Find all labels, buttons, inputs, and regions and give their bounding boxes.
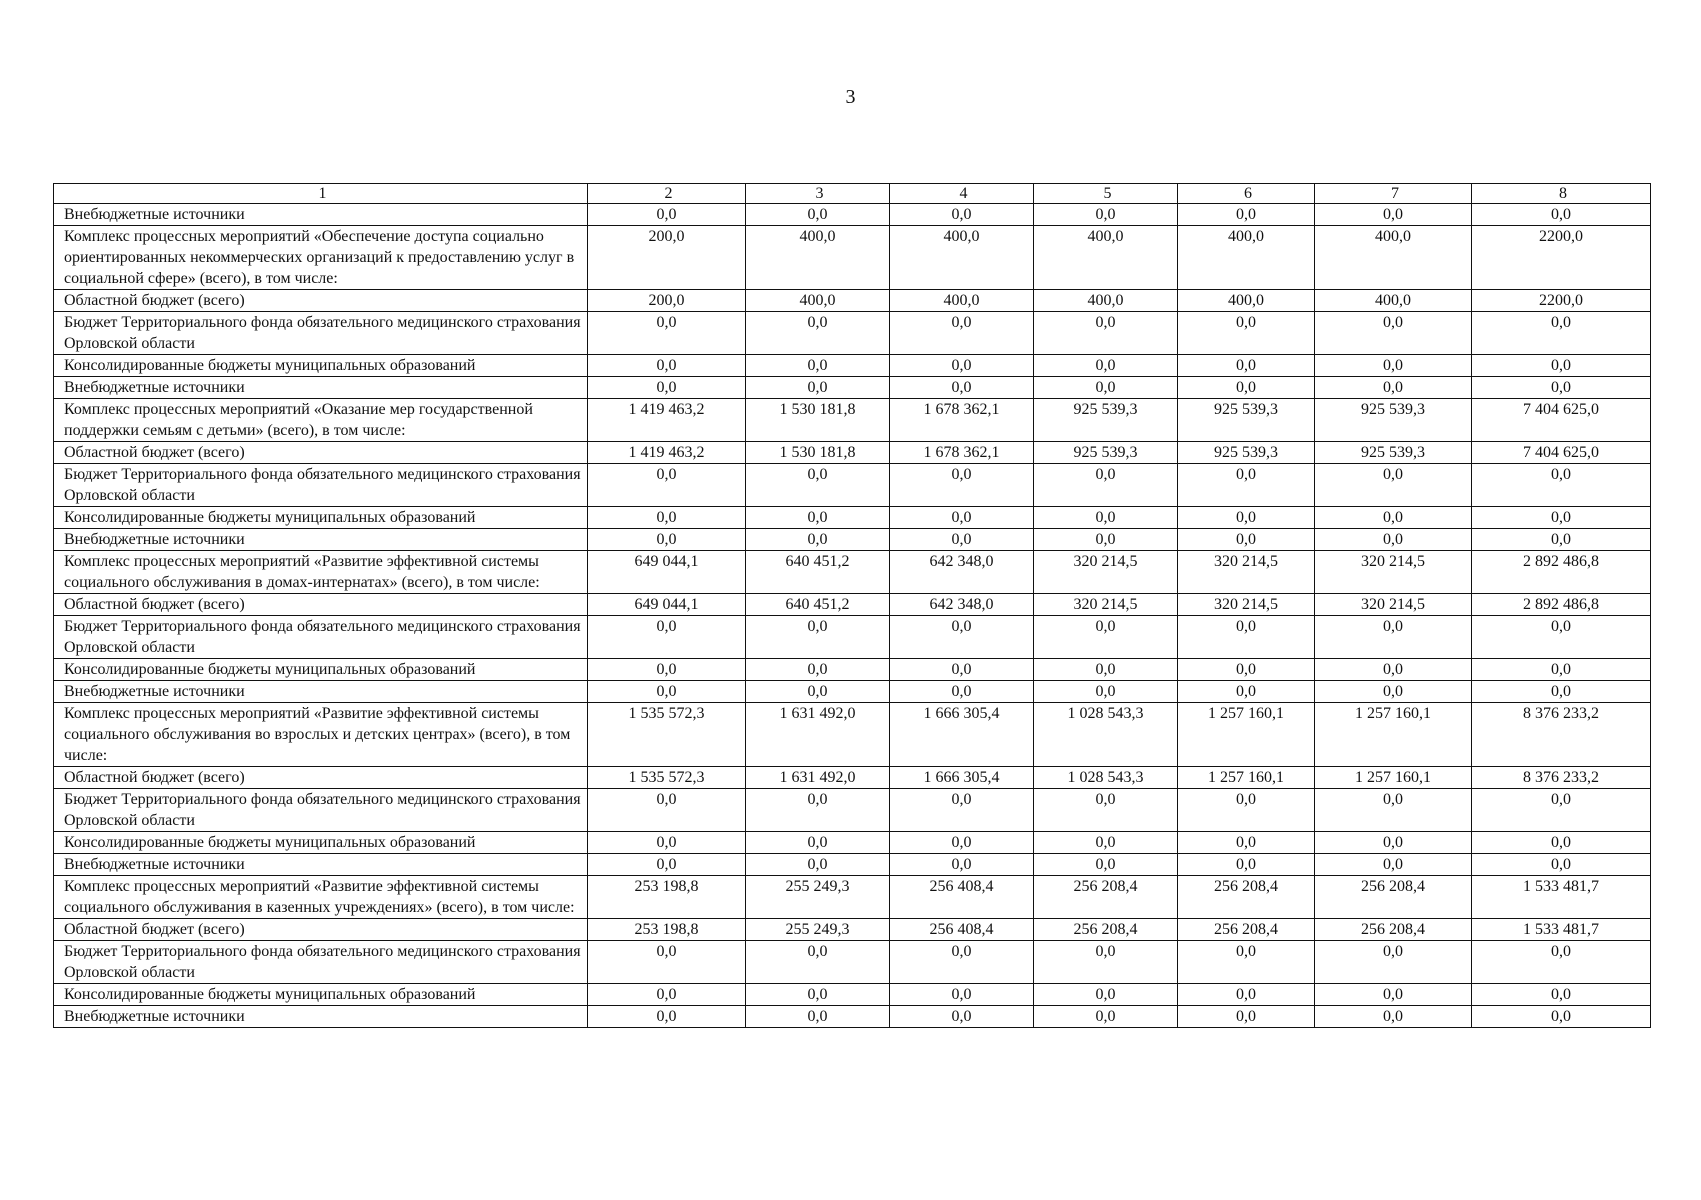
amount-cell: 1 535 572,3 [588,767,746,789]
column-number-cell: 1 [54,184,588,204]
column-number-cell: 2 [588,184,746,204]
funding-source-label: Бюджет Территориального фонда обязательного медицинского страхования Орловской области [54,616,588,659]
amount-cell: 925 539,3 [1315,399,1472,442]
amount-cell: 0,0 [746,312,890,355]
amount-cell: 400,0 [1178,226,1315,290]
amount-cell: 1 257 160,1 [1315,703,1472,767]
amount-cell: 0,0 [746,529,890,551]
amount-cell: 0,0 [1472,355,1651,377]
amount-cell: 0,0 [746,984,890,1006]
table-row [54,832,1651,854]
funding-source-label: Бюджет Территориального фонда обязательного медицинского страхования Орловской области [54,941,588,984]
amount-cell: 0,0 [588,854,746,876]
table-row [54,507,1651,529]
amount-cell: 0,0 [1178,377,1315,399]
table-header-row [54,184,1651,204]
amount-cell: 255 249,3 [746,876,890,919]
amount-cell: 0,0 [1315,681,1472,703]
amount-cell: 0,0 [890,1006,1034,1028]
amount-cell: 0,0 [1315,204,1472,226]
amount-cell: 0,0 [1315,984,1472,1006]
amount-cell: 1 535 572,3 [588,703,746,767]
amount-cell: 400,0 [890,290,1034,312]
funding-source-label: Областной бюджет (всего) [54,919,588,941]
funding-source-label: Бюджет Территориального фонда обязательного медицинского страхования Орловской области [54,789,588,832]
table-row [54,1006,1651,1028]
amount-cell: 642 348,0 [890,594,1034,616]
amount-cell: 0,0 [588,204,746,226]
table-row [54,984,1651,1006]
amount-cell: 1 631 492,0 [746,767,890,789]
amount-cell: 0,0 [1472,681,1651,703]
amount-cell: 0,0 [1034,464,1178,507]
funding-source-label: Консолидированные бюджеты муниципальных образований [54,984,588,1006]
amount-cell: 0,0 [890,377,1034,399]
table-row [54,226,1651,290]
table-row [54,876,1651,919]
amount-cell: 400,0 [746,226,890,290]
table-row [54,355,1651,377]
amount-cell: 0,0 [1315,832,1472,854]
amount-cell: 0,0 [1178,507,1315,529]
amount-cell: 0,0 [1315,355,1472,377]
table-row [54,659,1651,681]
amount-cell: 0,0 [588,377,746,399]
amount-cell: 0,0 [746,681,890,703]
amount-cell: 0,0 [1315,616,1472,659]
funding-source-label: Комплекс процессных мероприятий «Развитие эффективной системы социального обслуживания в казенных учреждениях» (всего), в том числе: [54,876,588,919]
amount-cell: 925 539,3 [1315,442,1472,464]
amount-cell: 0,0 [746,204,890,226]
amount-cell: 0,0 [1034,659,1178,681]
amount-cell: 200,0 [588,226,746,290]
amount-cell: 1 257 160,1 [1178,703,1315,767]
amount-cell: 0,0 [1178,984,1315,1006]
amount-cell: 0,0 [1178,204,1315,226]
funding-source-label: Бюджет Территориального фонда обязательного медицинского страхования Орловской области [54,464,588,507]
funding-source-label: Областной бюджет (всего) [54,767,588,789]
funding-source-label: Внебюджетные источники [54,529,588,551]
table-row [54,399,1651,442]
amount-cell: 0,0 [1034,681,1178,703]
amount-cell: 0,0 [1178,681,1315,703]
amount-cell: 925 539,3 [1178,442,1315,464]
amount-cell: 642 348,0 [890,551,1034,594]
amount-cell: 0,0 [588,464,746,507]
amount-cell: 400,0 [1034,226,1178,290]
funding-source-label: Комплекс процессных мероприятий «Оказание мер государственной поддержки семьям с детьми» (всего), в том числе: [54,399,588,442]
amount-cell: 320 214,5 [1034,551,1178,594]
column-number-cell: 6 [1178,184,1315,204]
funding-source-label: Консолидированные бюджеты муниципальных образований [54,659,588,681]
amount-cell: 0,0 [890,529,1034,551]
amount-cell: 0,0 [588,507,746,529]
amount-cell: 0,0 [890,464,1034,507]
amount-cell: 0,0 [1034,616,1178,659]
amount-cell: 0,0 [1178,941,1315,984]
funding-source-label: Внебюджетные источники [54,681,588,703]
amount-cell: 0,0 [746,355,890,377]
column-number-cell: 5 [1034,184,1178,204]
amount-cell: 0,0 [1034,377,1178,399]
amount-cell: 0,0 [588,616,746,659]
amount-cell: 0,0 [1178,789,1315,832]
amount-cell: 0,0 [1315,789,1472,832]
amount-cell: 0,0 [1472,854,1651,876]
amount-cell: 0,0 [1178,464,1315,507]
table-row [54,442,1651,464]
amount-cell: 0,0 [890,616,1034,659]
amount-cell: 1 666 305,4 [890,703,1034,767]
amount-cell: 1 257 160,1 [1315,767,1472,789]
amount-cell: 255 249,3 [746,919,890,941]
amount-cell: 0,0 [1034,1006,1178,1028]
amount-cell: 0,0 [588,681,746,703]
amount-cell: 1 257 160,1 [1178,767,1315,789]
amount-cell: 0,0 [890,659,1034,681]
amount-cell: 256 208,4 [1178,919,1315,941]
funding-source-label: Консолидированные бюджеты муниципальных образований [54,355,588,377]
table-row [54,551,1651,594]
amount-cell: 0,0 [1034,984,1178,1006]
amount-cell: 0,0 [1472,832,1651,854]
amount-cell: 0,0 [1472,1006,1651,1028]
amount-cell: 1 419 463,2 [588,442,746,464]
column-number-cell: 3 [746,184,890,204]
table-row [54,703,1651,767]
amount-cell: 0,0 [588,529,746,551]
table-row [54,854,1651,876]
amount-cell: 0,0 [1178,616,1315,659]
amount-cell: 1 530 181,8 [746,399,890,442]
amount-cell: 925 539,3 [1034,442,1178,464]
amount-cell: 2200,0 [1472,226,1651,290]
amount-cell: 256 208,4 [1178,876,1315,919]
amount-cell: 0,0 [890,507,1034,529]
amount-cell: 400,0 [1178,290,1315,312]
amount-cell: 0,0 [890,941,1034,984]
amount-cell: 0,0 [1315,941,1472,984]
amount-cell: 0,0 [588,941,746,984]
amount-cell: 256 208,4 [1034,876,1178,919]
amount-cell: 0,0 [1472,507,1651,529]
amount-cell: 0,0 [1315,507,1472,529]
amount-cell: 0,0 [1472,984,1651,1006]
amount-cell: 0,0 [1034,507,1178,529]
funding-source-label: Консолидированные бюджеты муниципальных образований [54,832,588,854]
amount-cell: 400,0 [1315,226,1472,290]
amount-cell: 0,0 [746,377,890,399]
funding-source-label: Внебюджетные источники [54,377,588,399]
amount-cell: 320 214,5 [1315,551,1472,594]
amount-cell: 256 408,4 [890,876,1034,919]
amount-cell: 640 451,2 [746,551,890,594]
amount-cell: 256 208,4 [1034,919,1178,941]
funding-source-label: Консолидированные бюджеты муниципальных образований [54,507,588,529]
amount-cell: 0,0 [746,464,890,507]
amount-cell: 256 208,4 [1315,876,1472,919]
amount-cell: 0,0 [890,204,1034,226]
funding-source-label: Бюджет Территориального фонда обязательного медицинского страхования Орловской области [54,312,588,355]
amount-cell: 0,0 [1472,204,1651,226]
amount-cell: 400,0 [746,290,890,312]
amount-cell: 0,0 [1178,659,1315,681]
amount-cell: 0,0 [588,984,746,1006]
amount-cell: 0,0 [1472,377,1651,399]
funding-source-label: Областной бюджет (всего) [54,290,588,312]
amount-cell: 2 892 486,8 [1472,594,1651,616]
amount-cell: 1 028 543,3 [1034,703,1178,767]
amount-cell: 0,0 [588,312,746,355]
amount-cell: 640 451,2 [746,594,890,616]
amount-cell: 0,0 [1472,529,1651,551]
amount-cell: 0,0 [1178,312,1315,355]
amount-cell: 0,0 [746,1006,890,1028]
funding-source-label: Внебюджетные источники [54,854,588,876]
amount-cell: 0,0 [1034,941,1178,984]
amount-cell: 0,0 [890,832,1034,854]
table-row [54,464,1651,507]
amount-cell: 0,0 [1472,941,1651,984]
table-row [54,290,1651,312]
amount-cell: 0,0 [1178,832,1315,854]
amount-cell: 0,0 [890,984,1034,1006]
amount-cell: 400,0 [890,226,1034,290]
amount-cell: 256 408,4 [890,919,1034,941]
amount-cell: 0,0 [1315,464,1472,507]
amount-cell: 1 631 492,0 [746,703,890,767]
amount-cell: 320 214,5 [1178,594,1315,616]
amount-cell: 0,0 [1034,832,1178,854]
amount-cell: 0,0 [1472,464,1651,507]
table-row [54,681,1651,703]
amount-cell: 256 208,4 [1315,919,1472,941]
amount-cell: 0,0 [588,789,746,832]
amount-cell: 0,0 [1315,854,1472,876]
amount-cell: 0,0 [746,507,890,529]
amount-cell: 0,0 [890,681,1034,703]
amount-cell: 320 214,5 [1315,594,1472,616]
amount-cell: 0,0 [746,854,890,876]
table-row [54,312,1651,355]
amount-cell: 2 892 486,8 [1472,551,1651,594]
amount-cell: 0,0 [746,941,890,984]
column-number-cell: 4 [890,184,1034,204]
amount-cell: 253 198,8 [588,919,746,941]
amount-cell: 400,0 [1315,290,1472,312]
funding-source-label: Комплекс процессных мероприятий «Развитие эффективной системы социального обслуживания во взрослых и детских центрах» (всего), в том числе: [54,703,588,767]
amount-cell: 0,0 [746,659,890,681]
amount-cell: 8 376 233,2 [1472,703,1651,767]
funding-source-label: Внебюджетные источники [54,1006,588,1028]
amount-cell: 7 404 625,0 [1472,442,1651,464]
funding-source-label: Областной бюджет (всего) [54,442,588,464]
page-number: 3 [845,86,856,108]
table-row [54,919,1651,941]
amount-cell: 1 533 481,7 [1472,919,1651,941]
table-row [54,204,1651,226]
amount-cell: 253 198,8 [588,876,746,919]
amount-cell: 200,0 [588,290,746,312]
column-number-cell: 8 [1472,184,1651,204]
amount-cell: 0,0 [1034,312,1178,355]
amount-cell: 400,0 [1034,290,1178,312]
table-row [54,767,1651,789]
amount-cell: 0,0 [1472,312,1651,355]
amount-cell: 0,0 [1315,377,1472,399]
funding-source-label: Областной бюджет (всего) [54,594,588,616]
amount-cell: 1 530 181,8 [746,442,890,464]
amount-cell: 1 666 305,4 [890,767,1034,789]
amount-cell: 320 214,5 [1034,594,1178,616]
amount-cell: 649 044,1 [588,594,746,616]
budget-table [53,183,1651,1028]
amount-cell: 2200,0 [1472,290,1651,312]
table-row [54,789,1651,832]
amount-cell: 0,0 [890,789,1034,832]
table-row [54,594,1651,616]
amount-cell: 0,0 [1178,1006,1315,1028]
amount-cell: 1 533 481,7 [1472,876,1651,919]
amount-cell: 8 376 233,2 [1472,767,1651,789]
table-row [54,377,1651,399]
table-row [54,941,1651,984]
amount-cell: 0,0 [1472,789,1651,832]
funding-source-label: Комплекс процессных мероприятий «Обеспечение доступа социально ориентированных некоммерческих организаций к предоставлению услуг в социальной сфере» (всего), в том числе: [54,226,588,290]
amount-cell: 0,0 [1472,659,1651,681]
funding-source-label: Комплекс процессных мероприятий «Развитие эффективной системы социального обслуживания в домах-интернатах» (всего), в том числе: [54,551,588,594]
amount-cell: 0,0 [1034,355,1178,377]
column-number-cell: 7 [1315,184,1472,204]
amount-cell: 0,0 [746,789,890,832]
amount-cell: 0,0 [1034,854,1178,876]
amount-cell: 0,0 [588,355,746,377]
amount-cell: 320 214,5 [1178,551,1315,594]
table-row [54,529,1651,551]
amount-cell: 925 539,3 [1178,399,1315,442]
amount-cell: 0,0 [746,832,890,854]
amount-cell: 7 404 625,0 [1472,399,1651,442]
amount-cell: 925 539,3 [1034,399,1178,442]
amount-cell: 0,0 [746,616,890,659]
amount-cell: 0,0 [1034,204,1178,226]
amount-cell: 0,0 [1315,659,1472,681]
amount-cell: 1 678 362,1 [890,399,1034,442]
amount-cell: 0,0 [890,854,1034,876]
amount-cell: 1 028 543,3 [1034,767,1178,789]
amount-cell: 0,0 [1315,312,1472,355]
amount-cell: 0,0 [588,832,746,854]
amount-cell: 649 044,1 [588,551,746,594]
amount-cell: 0,0 [1178,355,1315,377]
amount-cell: 1 419 463,2 [588,399,746,442]
amount-cell: 0,0 [1034,789,1178,832]
amount-cell: 0,0 [1178,854,1315,876]
amount-cell: 0,0 [588,659,746,681]
amount-cell: 0,0 [588,1006,746,1028]
table-row [54,616,1651,659]
amount-cell: 0,0 [890,355,1034,377]
amount-cell: 0,0 [1315,1006,1472,1028]
amount-cell: 0,0 [1178,529,1315,551]
amount-cell: 0,0 [1472,616,1651,659]
funding-source-label: Внебюджетные источники [54,204,588,226]
amount-cell: 0,0 [1034,529,1178,551]
amount-cell: 0,0 [1315,529,1472,551]
amount-cell: 0,0 [890,312,1034,355]
amount-cell: 1 678 362,1 [890,442,1034,464]
